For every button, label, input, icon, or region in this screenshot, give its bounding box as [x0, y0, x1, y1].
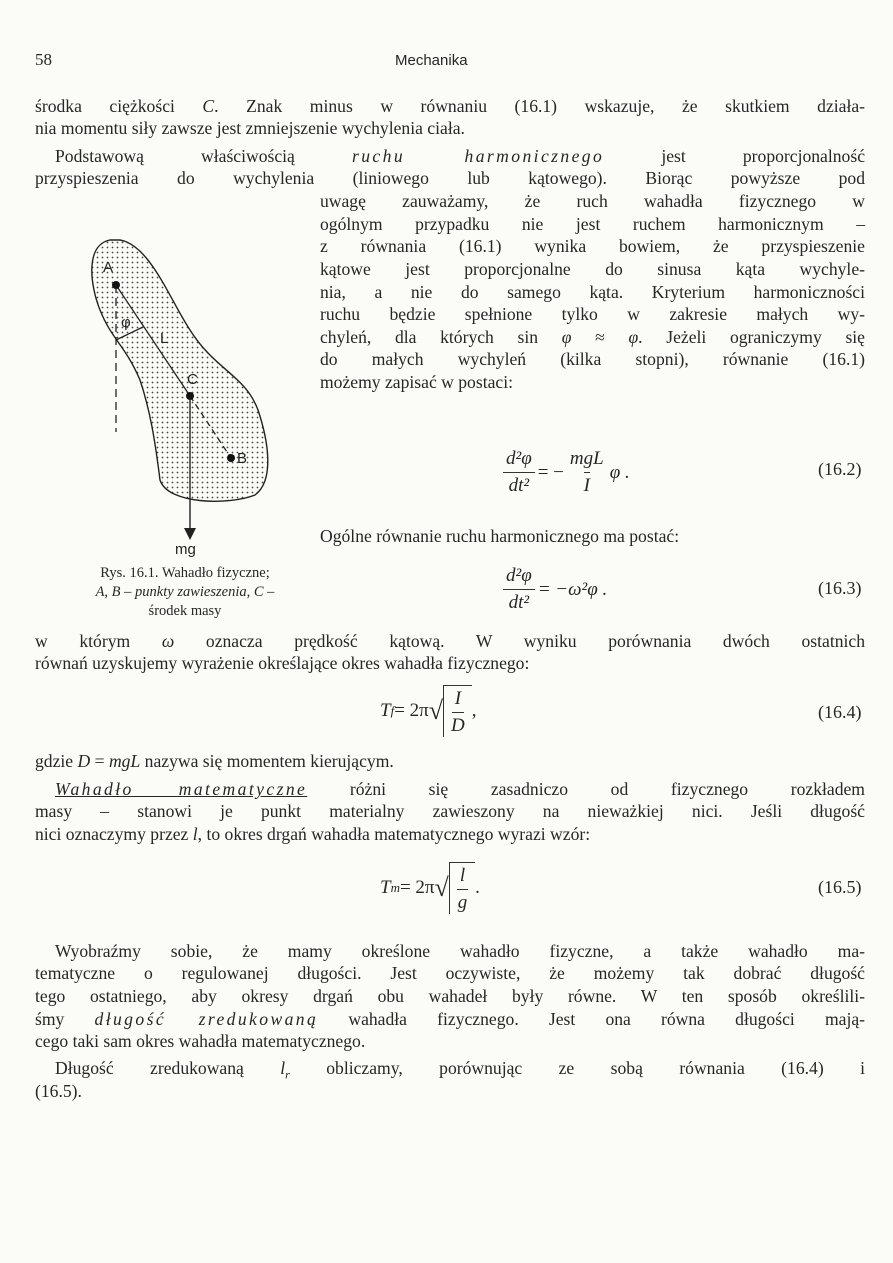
text-segment: Podstawową właściwością [55, 146, 352, 166]
text-segment: przyspieszenia do wychylenia (liniowego lub kątowego). Biorąc powyższe pod [35, 168, 865, 188]
text-segment: ≈ [571, 327, 629, 347]
text-segment: kątowe jest proporcjonalne do sinusa kąta wychyle- [320, 259, 865, 279]
eq-numerator: d²φ [503, 565, 535, 590]
eq-numerator: d²φ [503, 448, 535, 473]
label-L: L [160, 330, 169, 347]
label-B: B [237, 450, 248, 467]
page-number: 58 [35, 50, 52, 69]
equation-number: (16.2) [818, 459, 862, 479]
text-segment: φ [628, 327, 639, 347]
text-segment: Długość zredukowaną [55, 1058, 281, 1078]
label-A: A [103, 259, 114, 276]
text-segment: nia, a nie do samego kąta. Kryterium harmoniczności [320, 282, 865, 302]
text-segment: do małych wychyleń (kilka stopni), równanie (16.1) [320, 349, 865, 369]
text-segment: środka ciężkości [35, 96, 203, 116]
caption-line: Rys. 16.1. Wahadło fizyczne; [100, 565, 270, 581]
text-segment: śmy [35, 1009, 95, 1029]
equation-number: (16.3) [818, 578, 862, 598]
eq-tail: φ . [609, 461, 630, 483]
text-segment: . Jeżeli ograniczymy się [638, 327, 865, 347]
text-segment: nici oznaczymy przez [35, 824, 193, 844]
eq-numerator: mgL [569, 448, 604, 469]
text-segment: , to okres drgań wahadła matematycznego wyrazi wzór: [197, 824, 591, 844]
eq-numerator: l [457, 865, 468, 890]
point-B [227, 454, 235, 462]
equation-16-5: T m = 2π √ $\frac{l}{g}$ . [380, 862, 480, 914]
text-segment: r [285, 1067, 290, 1082]
text-segment: równań uzyskujemy wyrażenie określające okres wahadła fizycznego: [35, 653, 530, 673]
eq-equals: = 2π [394, 700, 429, 721]
eq-denominator: dt² [508, 592, 530, 613]
equation-number: (16.4) [818, 702, 862, 722]
text-segment: masy – stanowi je punkt materialny zawieszony na nieważkiej nici. Jeśli długość [35, 801, 865, 821]
text-segment: możemy zapisać w postaci: [320, 372, 513, 392]
text-segment: jest proporcjonalność [604, 146, 866, 166]
text-segment: nazywa się momentem kierującym. [140, 751, 394, 771]
text-segment: wahadła fizycznego. Jest ona równa długości mają- [318, 1009, 865, 1029]
eq-equals: = − [537, 461, 564, 483]
text-segment: chyleń, dla których sin [320, 327, 562, 347]
text-segment: długość zredukowaną [94, 1009, 319, 1029]
label-phi: φ [121, 314, 131, 331]
text-segment: ω [161, 631, 175, 651]
equation-16-3 [500, 565, 607, 614]
equation-16-2 [500, 448, 630, 497]
text-segment: tematyczne o regulowanej długości. Jest oczywiste, że możemy tak dobrać długość [35, 963, 865, 983]
eq-equals: = 2π [399, 877, 435, 898]
label-C: C [187, 371, 198, 388]
text-segment: (16.5). [35, 1081, 82, 1101]
text-segment: Wahadło matematyczne [55, 779, 308, 799]
text-segment: l [192, 824, 198, 844]
running-title: Mechanika [395, 52, 468, 69]
label-mg: mg [175, 541, 196, 558]
text-segment: gdzie [35, 751, 78, 771]
text-segment: ruchu harmonicznego [351, 146, 605, 166]
text-segment: w którym [35, 631, 162, 651]
eq-rhs: = −ω²φ . [537, 578, 608, 600]
equation-number: (16.5) [818, 877, 862, 897]
arrow-head [184, 528, 196, 540]
eq-tail: , [471, 700, 477, 721]
caption-line: A, B – punkty zawieszenia, C – [95, 584, 275, 600]
eq-sub: m [390, 880, 400, 895]
point-A [112, 281, 120, 289]
figure-caption [60, 564, 310, 621]
text-segment: . Znak minus w równaniu (16.1) wskazuje, że skutkiem działa- [214, 96, 866, 116]
text-segment: Wyobraźmy sobie, że mamy określone wahadło fizyczne, a także wahadło ma- [55, 941, 865, 961]
eq-numerator: I [452, 688, 464, 713]
equation-16-4: T f = 2π √ $\frac{I}{D}$ , [380, 685, 477, 737]
eq-denominator: g [457, 892, 468, 913]
eq-denominator: D [451, 715, 465, 736]
eq-lhs: T [380, 700, 391, 721]
text-segment: Ogólne równanie ruchu harmonicznego ma postać: [320, 526, 680, 546]
text-segment: ogólnym przypadku nie jest ruchem harmonicznym – [320, 214, 865, 234]
eq-denominator: dt² [508, 475, 530, 496]
text-segment: C [202, 96, 215, 116]
text-segment: różni się zasadniczo od fizycznego rozkładem [307, 779, 865, 799]
eq-tail: . [475, 877, 480, 898]
text-segment: cego taki sam okres wahadła matematycznego. [35, 1031, 366, 1051]
text-segment: = [90, 751, 109, 771]
text-segment: oznacza prędkość kątową. W wyniku porównania dwóch ostatnich [174, 631, 865, 651]
text-segment: uwagę zauważamy, że ruch wahadła fizycznego w [320, 191, 865, 211]
text-segment: mgL [108, 751, 141, 771]
eq-lhs: T [380, 877, 391, 898]
caption-line: środek masy [148, 603, 222, 619]
text-segment: obliczamy, porównując ze sobą równania (16.4) i [289, 1058, 865, 1078]
text-segment: tego ostatniego, aby okresy drgań obu wahadeł były równe. W ten sposób określili- [35, 986, 865, 1006]
eq-denominator: I [584, 472, 590, 497]
text-segment: ruchu będzie spełnione tylko w zakresie małych wy- [320, 304, 865, 324]
text-segment: z równania (16.1) wynika bowiem, że przyspieszenie [320, 236, 865, 256]
text-segment: l [280, 1058, 286, 1078]
text-segment: φ [561, 327, 572, 347]
eq-sub: f [390, 703, 395, 718]
text-segment: D [77, 751, 91, 771]
text-segment: nia momentu siły zawsze jest zmniejszenie wychylenia ciała. [35, 118, 465, 138]
